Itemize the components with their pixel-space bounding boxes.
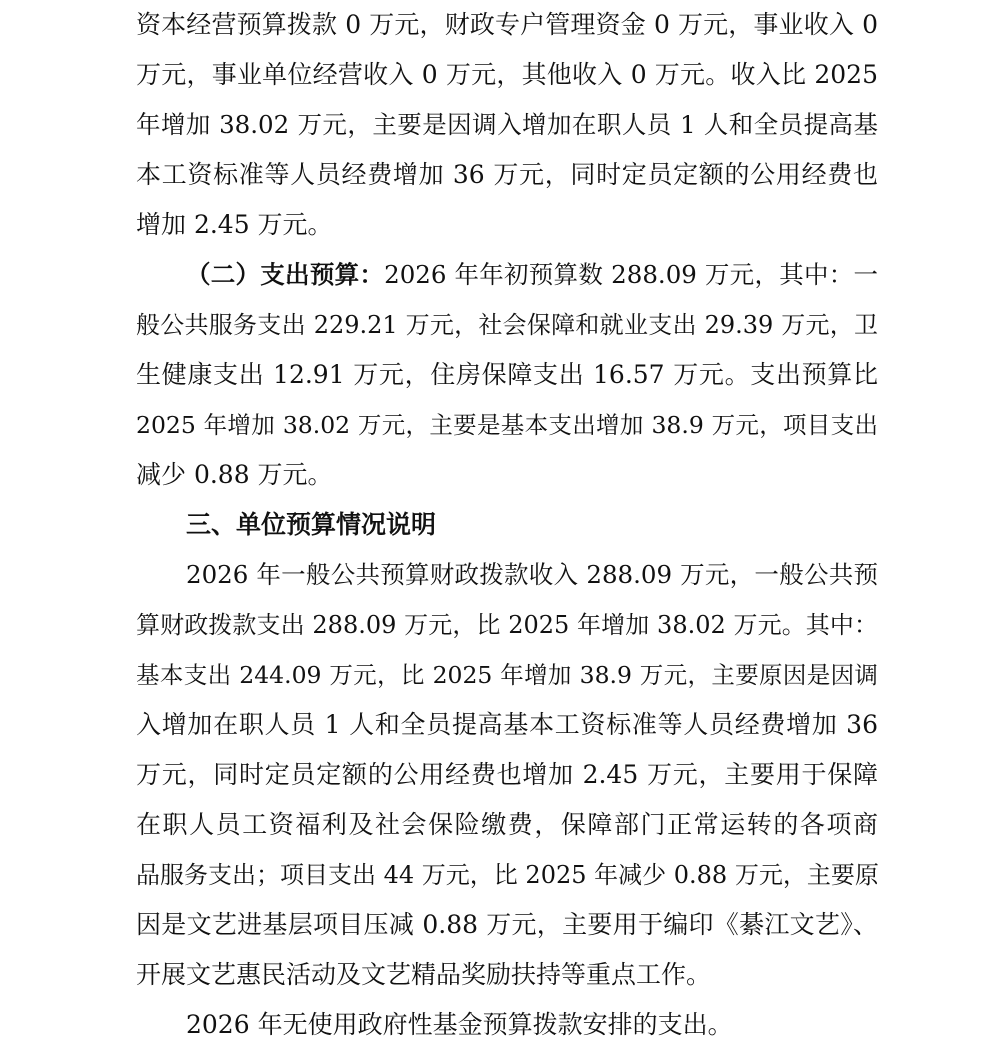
text-line: 万元，事业单位经营收入 0 万元，其他收入 0 万元。收入比 2025 — [136, 60, 878, 89]
text-line: 2025 年增加 38.02 万元，主要是基本支出增加 38.9 万元，项目支出 — [136, 411, 878, 439]
text-line: 年增加 38.02 万元，主要是因调入增加在职人员 1 人和全员提高基 — [136, 110, 878, 139]
text-line: 因是文艺进基层项目压减 0.88 万元，主要用于编印《綦江文艺》、 — [136, 910, 878, 939]
text-line: 减少 0.88 万元。 — [136, 460, 333, 489]
text-line: 入增加在职人员 1 人和全员提高基本工资标准等人员经费增加 36 — [136, 710, 878, 739]
text-line: 算财政拨款支出 288.09 万元，比 2025 年增加 38.02 万元。其中： — [136, 611, 878, 639]
text-line: 2026 年无使用政府性基金预算拨款安排的支出。 — [186, 1010, 733, 1039]
text-line: 增加 2.45 万元。 — [136, 210, 333, 239]
section-heading: 三、单位预算情况说明 — [186, 510, 437, 539]
text-line: 般公共服务支出 229.21 万元，社会保障和就业支出 29.39 万元，卫 — [136, 311, 878, 339]
text-line: 品服务支出；项目支出 44 万元，比 2025 年减少 0.88 万元，主要原 — [136, 861, 879, 889]
expenditure-label: （二）支出预算： — [186, 260, 385, 289]
text-line: 基本支出 244.09 万元，比 2025 年增加 38.9 万元，主要原因是因调 — [136, 661, 878, 689]
expenditure-first-line-text: 2026 年年初预算数 288.09 万元，其中：一 — [384, 260, 878, 289]
text-line: 开展文艺惠民活动及文艺精品奖励扶持等重点工作。 — [136, 960, 712, 989]
text-line: 生健康支出 12.91 万元，住房保障支出 16.57 万元。支出预算比 — [136, 360, 878, 389]
text-line: 万元，同时定员定额的公用经费也增加 2.45 万元，主要用于保障 — [136, 760, 878, 789]
text-line: 2026 年一般公共预算财政拨款收入 288.09 万元，一般公共预 — [186, 560, 878, 589]
text-line: 本工资标准等人员经费增加 36 万元，同时定员定额的公用经费也 — [136, 160, 878, 189]
text-line: 资本经营预算拨款 0 万元，财政专户管理资金 0 万元，事业收入 0 — [136, 10, 878, 39]
expenditure-paragraph-first-line — [186, 258, 878, 292]
text-line: 在职人员工资福利及社会保险缴费，保障部门正常运转的各项商 — [136, 810, 878, 839]
